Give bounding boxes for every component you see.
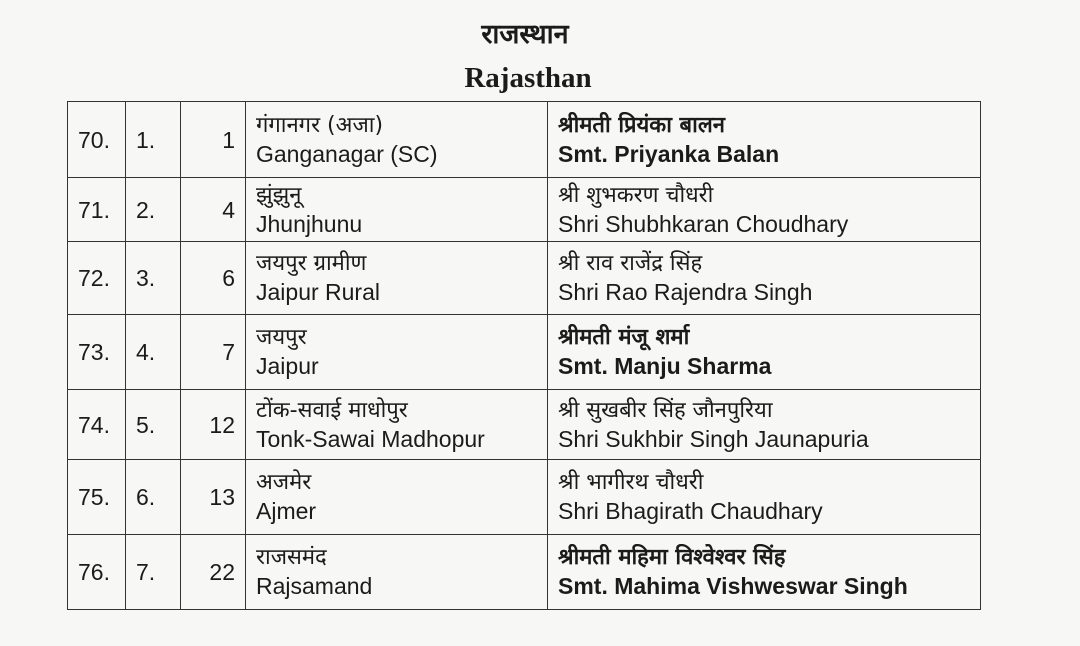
serial-number: 74. bbox=[68, 390, 126, 460]
table-row bbox=[68, 178, 981, 242]
serial-number: 76. bbox=[68, 535, 126, 610]
constituency-number: 1 bbox=[181, 102, 246, 178]
candidate-name-hindi: श्री सुखबीर सिंह जौनपुरिया bbox=[558, 397, 773, 423]
state-row-number: 7. bbox=[126, 535, 181, 610]
candidate-cell bbox=[548, 242, 981, 315]
page-title-english: Rajasthan bbox=[464, 62, 592, 94]
serial-number: 73. bbox=[68, 315, 126, 390]
table-row bbox=[68, 390, 981, 460]
constituency-name-english: Tonk-Sawai Madhopur bbox=[256, 425, 485, 452]
candidate-name-english: Shri Rao Rajendra Singh bbox=[558, 279, 813, 305]
constituency-cell bbox=[246, 315, 548, 390]
candidate-cell bbox=[548, 178, 981, 242]
constituency-cell bbox=[246, 390, 548, 460]
constituency-cell bbox=[246, 460, 548, 535]
constituency-cell bbox=[246, 535, 548, 610]
constituency-name-hindi: अजमेर bbox=[256, 470, 312, 495]
candidate-name-english: Smt. Priyanka Balan bbox=[558, 140, 780, 167]
table-row bbox=[68, 460, 981, 535]
candidate-name-english: Smt. Mahima Vishweswar Singh bbox=[558, 573, 908, 599]
constituency-number: 13 bbox=[181, 460, 246, 535]
candidate-cell bbox=[548, 460, 981, 535]
candidate-table bbox=[67, 101, 981, 610]
candidate-name-hindi: श्रीमती महिमा विश्वेश्वर सिंह bbox=[558, 545, 786, 570]
constituency-name-english: Ganganagar (SC) bbox=[256, 140, 438, 167]
constituency-name-english: Jaipur Rural bbox=[256, 279, 380, 305]
candidate-name-english: Shri Sukhbir Singh Jaunapuria bbox=[558, 425, 869, 452]
table-row bbox=[68, 535, 981, 610]
candidate-name-hindi: श्री शुभकरण चौधरी bbox=[558, 182, 714, 208]
constituency-name-hindi: जयपुर bbox=[256, 325, 307, 350]
candidate-cell bbox=[548, 535, 981, 610]
table-row bbox=[68, 242, 981, 315]
constituency-name-hindi: गंगानगर (अजा) bbox=[256, 112, 384, 138]
candidate-name-hindi: श्रीमती प्रियंका बालन bbox=[558, 112, 725, 138]
page-title-hindi: राजस्थान bbox=[481, 19, 569, 50]
serial-number: 71. bbox=[68, 178, 126, 242]
constituency-number: 12 bbox=[181, 390, 246, 460]
serial-number: 70. bbox=[68, 102, 126, 178]
serial-number: 75. bbox=[68, 460, 126, 535]
candidate-cell bbox=[548, 390, 981, 460]
candidate-name-hindi: श्री भागीरथ चौधरी bbox=[558, 470, 704, 495]
constituency-number: 4 bbox=[181, 178, 246, 242]
state-row-number: 2. bbox=[126, 178, 181, 242]
constituency-cell bbox=[246, 242, 548, 315]
candidate-name-english: Shri Bhagirath Chaudhary bbox=[558, 498, 823, 524]
state-row-number: 1. bbox=[126, 102, 181, 178]
candidate-name-english: Smt. Manju Sharma bbox=[558, 353, 772, 379]
candidate-name-hindi: श्री राव राजेंद्र सिंह bbox=[558, 251, 703, 276]
table-row bbox=[68, 102, 981, 178]
state-row-number: 4. bbox=[126, 315, 181, 390]
candidate-name-hindi: श्रीमती मंजू शर्मा bbox=[558, 325, 690, 350]
state-row-number: 3. bbox=[126, 242, 181, 315]
constituency-number: 6 bbox=[181, 242, 246, 315]
table-row bbox=[68, 315, 981, 390]
constituency-name-english: Rajsamand bbox=[256, 573, 373, 599]
constituency-name-english: Ajmer bbox=[256, 498, 317, 524]
constituency-name-english: Jaipur bbox=[256, 353, 319, 379]
constituency-cell bbox=[246, 102, 548, 178]
constituency-name-hindi: राजसमंद bbox=[256, 545, 327, 570]
constituency-number: 7 bbox=[181, 315, 246, 390]
constituency-cell bbox=[246, 178, 548, 242]
candidate-cell bbox=[548, 102, 981, 178]
state-row-number: 5. bbox=[126, 390, 181, 460]
candidate-name-english: Shri Shubhkaran Choudhary bbox=[558, 210, 849, 237]
candidate-cell bbox=[548, 315, 981, 390]
constituency-name-hindi: झुंझुनू bbox=[256, 182, 302, 208]
constituency-name-hindi: टोंक-सवाई माधोपुर bbox=[256, 397, 408, 423]
constituency-number: 22 bbox=[181, 535, 246, 610]
constituency-name-hindi: जयपुर ग्रामीण bbox=[256, 251, 367, 276]
state-row-number: 6. bbox=[126, 460, 181, 535]
constituency-name-english: Jhunjhunu bbox=[256, 210, 363, 237]
serial-number: 72. bbox=[68, 242, 126, 315]
